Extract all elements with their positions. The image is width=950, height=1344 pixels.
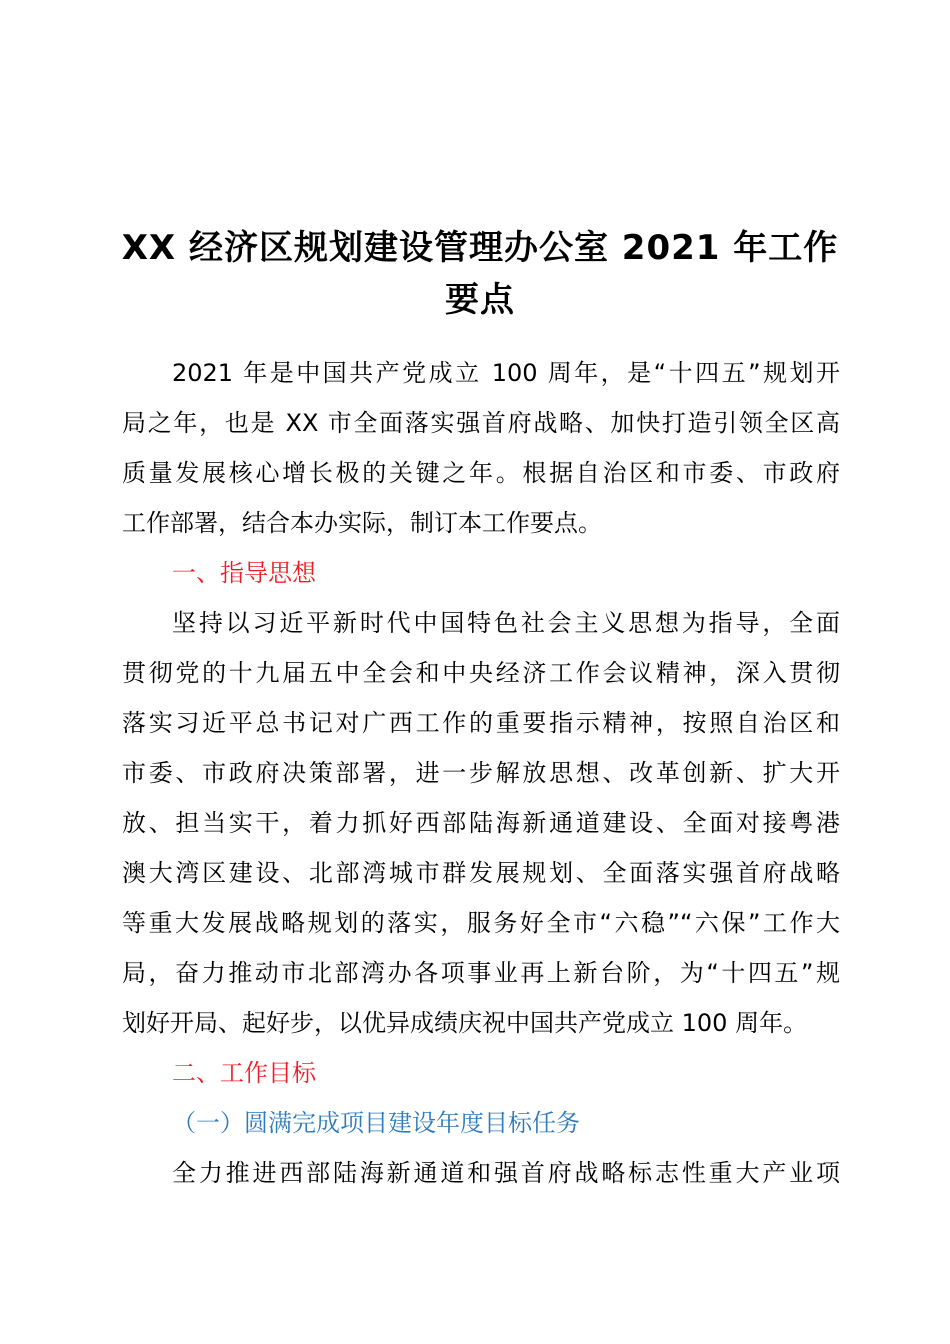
section-body-line: 澳大湾区建设、北部湾城市群发展规划、全面落实强首府战略: [122, 859, 840, 887]
document-title: [120, 222, 840, 326]
subsection-body-line: 全力推进西部陆海新通道和强首府战略标志性重大产业项: [172, 1159, 840, 1187]
title-line-2: 要点: [445, 280, 515, 320]
document-body: [122, 348, 840, 1198]
title-line-1: XX 经济区规划建设管理办公室 2021 年工作: [121, 228, 839, 268]
section-body-line: 等重大发展战略规划的落实，服务好全市“六稳”“六保”工作大: [122, 909, 840, 937]
intro-line: 质量发展核心增长极的关键之年。根据自治区和市委、市政府: [122, 459, 840, 487]
intro-line: 局之年，也是 XX 市全面落实强首府战略、加快打造引领全区高: [122, 409, 840, 437]
section-body-line: 放、担当实干，着力抓好西部陆海新通道建设、全面对接粤港: [122, 809, 840, 837]
section-body-line: 落实习近平总书记对广西工作的重要指示精神，按照自治区和: [122, 709, 840, 737]
section-body-line: 贯彻党的十九届五中全会和中央经济工作会议精神，深入贯彻: [122, 659, 840, 687]
section-body-line: 市委、市政府决策部署，进一步解放思想、改革创新、扩大开: [122, 759, 840, 787]
intro-line: 2021 年是中国共产党成立 100 周年，是“十四五”规划开: [172, 359, 840, 387]
section-body-line: 坚持以习近平新时代中国特色社会主义思想为指导，全面: [172, 609, 840, 637]
section-heading-guiding-ideology: 一、指导思想: [172, 559, 316, 587]
subsection-heading-project-targets: （一）圆满完成项目建设年度目标任务: [172, 1109, 580, 1137]
section-body-line: 划好开局、起好步，以优异成绩庆祝中国共产党成立 100 周年。: [122, 1009, 808, 1037]
section-heading-work-goals: 二、工作目标: [172, 1059, 316, 1087]
section-body-line: 局，奋力推动市北部湾办各项事业再上新台阶，为“十四五”规: [122, 959, 840, 987]
intro-line: 工作部署，结合本办实际，制订本工作要点。: [122, 509, 602, 537]
